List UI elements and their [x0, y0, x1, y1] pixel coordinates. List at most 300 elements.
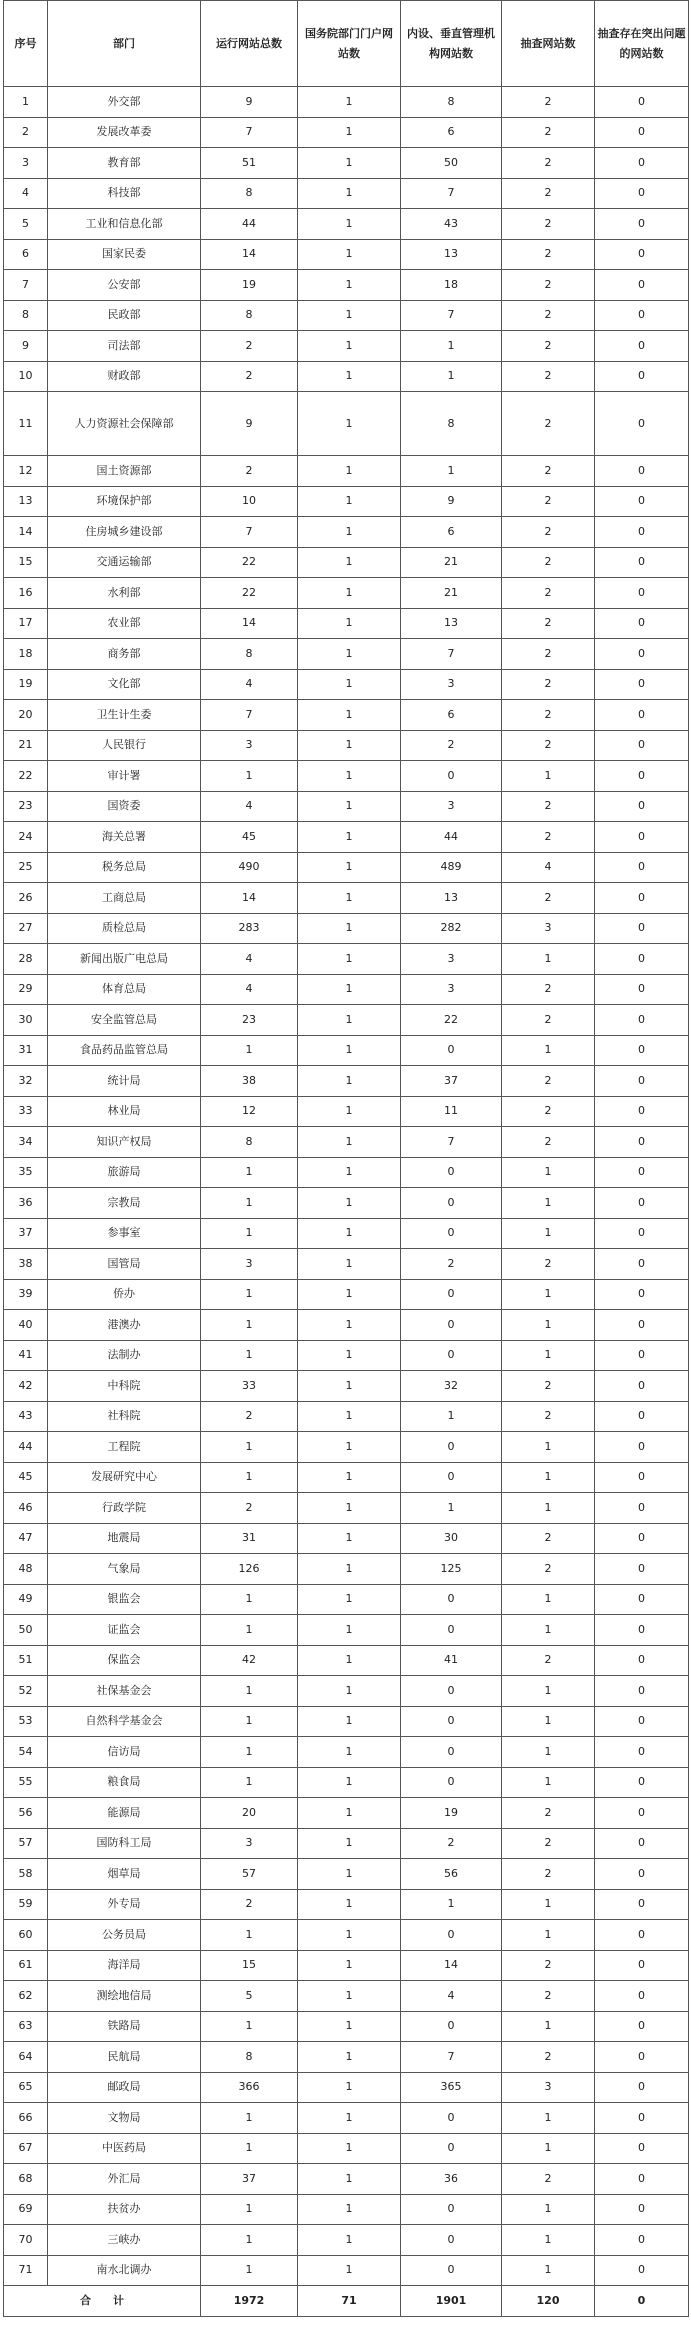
website-statistics-table: [3, 0, 689, 2317]
problem-sites: 0: [595, 2072, 689, 2103]
sub-agency-sites: 0: [401, 2255, 502, 2286]
portal-sites: 1: [298, 2042, 401, 2073]
sampled-sites: 1: [502, 2133, 595, 2164]
sampled-sites: 2: [502, 456, 595, 487]
department-name: 知识产权局: [48, 1127, 201, 1158]
department-name: 铁路局: [48, 2011, 201, 2042]
total-sites: 1: [201, 2133, 298, 2164]
department-name: 水利部: [48, 578, 201, 609]
sub-agency-sites: 7: [401, 639, 502, 670]
table-row: [4, 117, 689, 148]
sampled-sites: 1: [502, 1340, 595, 1371]
department-name: 审计署: [48, 761, 201, 792]
header-problem-sites: 抽查存在突出问题的网站数: [595, 1, 689, 87]
table-row: [4, 730, 689, 761]
sub-agency-sites: 0: [401, 1615, 502, 1646]
row-index: 51: [4, 1645, 48, 1676]
table-row: [4, 2042, 689, 2073]
portal-sites: 1: [298, 1462, 401, 1493]
sub-agency-sites: 36: [401, 2164, 502, 2195]
portal-sites: 1: [298, 1249, 401, 1280]
header-sub-agency-sites: 内设、垂直管理机构网站数: [401, 1, 502, 87]
problem-sites: 0: [595, 517, 689, 548]
table-row: [4, 669, 689, 700]
sampled-sites: 1: [502, 2255, 595, 2286]
problem-sites: 0: [595, 1706, 689, 1737]
table-row: [4, 1310, 689, 1341]
portal-sites: 1: [298, 1401, 401, 1432]
sub-agency-sites: 3: [401, 944, 502, 975]
sampled-sites: 2: [502, 1950, 595, 1981]
total-sites: 1: [201, 1767, 298, 1798]
portal-sites: 1: [298, 730, 401, 761]
problem-sites: 0: [595, 2133, 689, 2164]
row-index: 41: [4, 1340, 48, 1371]
total-sites: 10: [201, 486, 298, 517]
row-index: 14: [4, 517, 48, 548]
problem-sites: 0: [595, 2255, 689, 2286]
problem-sites: 0: [595, 1645, 689, 1676]
total-sites: 1: [201, 1218, 298, 1249]
portal-sites: 1: [298, 1157, 401, 1188]
total-sites: 9: [201, 87, 298, 118]
problem-sites: 0: [595, 486, 689, 517]
row-index: 3: [4, 148, 48, 179]
total-sites: 1: [201, 1676, 298, 1707]
sub-agency-sites: 0: [401, 1035, 502, 1066]
sub-agency-sites: 282: [401, 913, 502, 944]
sub-agency-sites: 0: [401, 2133, 502, 2164]
sub-agency-sites: 0: [401, 1920, 502, 1951]
department-name: 三峡办: [48, 2225, 201, 2256]
portal-sites: 1: [298, 669, 401, 700]
table-row: [4, 1005, 689, 1036]
row-index: 47: [4, 1523, 48, 1554]
total-sites: 1972: [201, 2286, 298, 2317]
total-problem-sites: 0: [595, 2286, 689, 2317]
table-row: [4, 87, 689, 118]
table-row: [4, 1676, 689, 1707]
problem-sites: 0: [595, 547, 689, 578]
table-row: [4, 2194, 689, 2225]
sampled-sites: 1: [502, 1584, 595, 1615]
sub-agency-sites: 1: [401, 361, 502, 392]
sub-agency-sites: 0: [401, 1767, 502, 1798]
sub-agency-sites: 14: [401, 1950, 502, 1981]
sub-agency-sites: 489: [401, 852, 502, 883]
total-sites: 3: [201, 1828, 298, 1859]
problem-sites: 0: [595, 1767, 689, 1798]
table-row: [4, 2255, 689, 2286]
portal-sites: 1: [298, 331, 401, 362]
portal-sites: 1: [298, 1096, 401, 1127]
table-row: [4, 486, 689, 517]
row-index: 54: [4, 1737, 48, 1768]
sampled-sites: 2: [502, 822, 595, 853]
department-name: 住房城乡建设部: [48, 517, 201, 548]
total-sites: 1: [201, 1310, 298, 1341]
row-index: 10: [4, 361, 48, 392]
total-sites: 366: [201, 2072, 298, 2103]
total-sites: 33: [201, 1371, 298, 1402]
sampled-sites: 2: [502, 730, 595, 761]
row-index: 67: [4, 2133, 48, 2164]
department-name: 社保基金会: [48, 1676, 201, 1707]
total-sites: 7: [201, 117, 298, 148]
sampled-sites: 1: [502, 1035, 595, 1066]
sub-agency-sites: 2: [401, 730, 502, 761]
portal-sites: 1: [298, 1218, 401, 1249]
row-index: 69: [4, 2194, 48, 2225]
row-index: 6: [4, 239, 48, 270]
header-portal-sites: 国务院部门门户网站数: [298, 1, 401, 87]
sampled-sites: 3: [502, 2072, 595, 2103]
table-row: [4, 1950, 689, 1981]
department-name: 公务员局: [48, 1920, 201, 1951]
row-index: 38: [4, 1249, 48, 1280]
sampled-sites: 2: [502, 2164, 595, 2195]
sub-agency-sites: 0: [401, 1584, 502, 1615]
problem-sites: 0: [595, 2103, 689, 2134]
row-index: 23: [4, 791, 48, 822]
sampled-sites: 2: [502, 547, 595, 578]
row-index: 64: [4, 2042, 48, 2073]
problem-sites: 0: [595, 913, 689, 944]
header-department: 部门: [48, 1, 201, 87]
problem-sites: 0: [595, 1310, 689, 1341]
problem-sites: 0: [595, 669, 689, 700]
row-index: 9: [4, 331, 48, 362]
total-sites: 1: [201, 1188, 298, 1219]
department-name: 民政部: [48, 300, 201, 331]
sampled-sites: 2: [502, 608, 595, 639]
problem-sites: 0: [595, 1066, 689, 1097]
department-name: 安全监管总局: [48, 1005, 201, 1036]
total-sites: 1: [201, 2194, 298, 2225]
department-name: 中医药局: [48, 2133, 201, 2164]
problem-sites: 0: [595, 1523, 689, 1554]
total-sites: 8: [201, 639, 298, 670]
row-index: 24: [4, 822, 48, 853]
table-row: [4, 852, 689, 883]
sampled-sites: 2: [502, 486, 595, 517]
problem-sites: 0: [595, 178, 689, 209]
row-index: 16: [4, 578, 48, 609]
department-name: 卫生计生委: [48, 700, 201, 731]
sampled-sites: 2: [502, 1371, 595, 1402]
total-sites: 5: [201, 1981, 298, 2012]
portal-sites: 1: [298, 1981, 401, 2012]
table-row: [4, 456, 689, 487]
total-sites: 1: [201, 1035, 298, 1066]
sampled-sites: 1: [502, 1310, 595, 1341]
problem-sites: 0: [595, 2194, 689, 2225]
portal-sites: 1: [298, 822, 401, 853]
problem-sites: 0: [595, 700, 689, 731]
sampled-sites: 2: [502, 209, 595, 240]
problem-sites: 0: [595, 1096, 689, 1127]
problem-sites: 0: [595, 270, 689, 301]
sampled-sites: 2: [502, 331, 595, 362]
sampled-sites: 2: [502, 639, 595, 670]
sub-agency-sites: 1: [401, 331, 502, 362]
problem-sites: 0: [595, 1005, 689, 1036]
sampled-sites: 1: [502, 1767, 595, 1798]
department-name: 信访局: [48, 1737, 201, 1768]
portal-sites: 1: [298, 1371, 401, 1402]
table-row: [4, 944, 689, 975]
sampled-sites: 2: [502, 578, 595, 609]
table-row: [4, 1584, 689, 1615]
total-sites: 42: [201, 1645, 298, 1676]
total-sites: 2: [201, 456, 298, 487]
table-row: [4, 1523, 689, 1554]
problem-sites: 0: [595, 639, 689, 670]
sampled-sites: 1: [502, 1188, 595, 1219]
sampled-sites: 1: [502, 1157, 595, 1188]
problem-sites: 0: [595, 1462, 689, 1493]
table-row: [4, 547, 689, 578]
sub-agency-sites: 2: [401, 1828, 502, 1859]
sub-agency-sites: 3: [401, 791, 502, 822]
sub-agency-sites: 0: [401, 761, 502, 792]
row-index: 68: [4, 2164, 48, 2195]
department-name: 自然科学基金会: [48, 1706, 201, 1737]
department-name: 行政学院: [48, 1493, 201, 1524]
sub-agency-sites: 0: [401, 1279, 502, 1310]
header-total-sites: 运行网站总数: [201, 1, 298, 87]
portal-sites: 1: [298, 1706, 401, 1737]
department-name: 农业部: [48, 608, 201, 639]
sampled-sites: 1: [502, 1462, 595, 1493]
sub-agency-sites: 0: [401, 1676, 502, 1707]
department-name: 司法部: [48, 331, 201, 362]
table-row: [4, 1706, 689, 1737]
row-index: 32: [4, 1066, 48, 1097]
table-row: [4, 1889, 689, 1920]
total-sites: 3: [201, 730, 298, 761]
table-row: [4, 1096, 689, 1127]
sub-agency-sites: 0: [401, 1218, 502, 1249]
problem-sites: 0: [595, 1981, 689, 2012]
portal-sites: 1: [298, 1523, 401, 1554]
total-label: 合 计: [4, 2286, 201, 2317]
header-row: [4, 1, 689, 87]
department-name: 参事室: [48, 1218, 201, 1249]
table-row: [4, 1493, 689, 1524]
portal-sites: 1: [298, 392, 401, 456]
problem-sites: 0: [595, 1188, 689, 1219]
sampled-sites: 2: [502, 148, 595, 179]
total-sites: 1: [201, 1584, 298, 1615]
table-row: [4, 148, 689, 179]
sub-agency-sites: 1: [401, 1401, 502, 1432]
table-row: [4, 1432, 689, 1463]
portal-sites: 1: [298, 1493, 401, 1524]
department-name: 文物局: [48, 2103, 201, 2134]
portal-sites: 1: [298, 700, 401, 731]
sampled-sites: 1: [502, 944, 595, 975]
sampled-sites: 2: [502, 883, 595, 914]
problem-sites: 0: [595, 1828, 689, 1859]
department-name: 社科院: [48, 1401, 201, 1432]
problem-sites: 0: [595, 1676, 689, 1707]
row-index: 39: [4, 1279, 48, 1310]
row-index: 42: [4, 1371, 48, 1402]
row-index: 12: [4, 456, 48, 487]
portal-sites: 1: [298, 974, 401, 1005]
sub-agency-sites: 13: [401, 239, 502, 270]
sampled-sites: 1: [502, 2225, 595, 2256]
row-index: 43: [4, 1401, 48, 1432]
department-name: 邮政局: [48, 2072, 201, 2103]
sub-agency-sites: 1: [401, 1889, 502, 1920]
table-row: [4, 1645, 689, 1676]
portal-sites: 1: [298, 209, 401, 240]
problem-sites: 0: [595, 974, 689, 1005]
total-sites: 45: [201, 822, 298, 853]
portal-sites: 1: [298, 2133, 401, 2164]
sub-agency-sites: 32: [401, 1371, 502, 1402]
department-name: 国管局: [48, 1249, 201, 1280]
total-sites: 1: [201, 761, 298, 792]
sampled-sites: 2: [502, 669, 595, 700]
row-index: 59: [4, 1889, 48, 1920]
total-sites: 4: [201, 791, 298, 822]
problem-sites: 0: [595, 1920, 689, 1951]
department-name: 交通运输部: [48, 547, 201, 578]
problem-sites: 0: [595, 730, 689, 761]
department-name: 新闻出版广电总局: [48, 944, 201, 975]
total-sites: 126: [201, 1554, 298, 1585]
row-index: 46: [4, 1493, 48, 1524]
portal-sites: 1: [298, 2255, 401, 2286]
department-name: 外交部: [48, 87, 201, 118]
department-name: 保监会: [48, 1645, 201, 1676]
sub-agency-sites: 0: [401, 2103, 502, 2134]
sampled-sites: 2: [502, 1981, 595, 2012]
problem-sites: 0: [595, 2011, 689, 2042]
department-name: 烟草局: [48, 1859, 201, 1890]
row-index: 40: [4, 1310, 48, 1341]
total-sites: 283: [201, 913, 298, 944]
total-sites: 57: [201, 1859, 298, 1890]
portal-sites: 1: [298, 791, 401, 822]
department-name: 外专局: [48, 1889, 201, 1920]
sampled-sites: 1: [502, 1493, 595, 1524]
total-sites: 8: [201, 178, 298, 209]
sub-agency-sites: 41: [401, 1645, 502, 1676]
problem-sites: 0: [595, 944, 689, 975]
table-row: [4, 209, 689, 240]
department-name: 港澳办: [48, 1310, 201, 1341]
sub-agency-sites: 11: [401, 1096, 502, 1127]
total-sites: 14: [201, 883, 298, 914]
total-sites: 14: [201, 608, 298, 639]
department-name: 林业局: [48, 1096, 201, 1127]
portal-sites: 1: [298, 2164, 401, 2195]
table-row: [4, 578, 689, 609]
total-sites: 8: [201, 1127, 298, 1158]
sub-agency-sites: 18: [401, 270, 502, 301]
sub-agency-sites: 7: [401, 1127, 502, 1158]
problem-sites: 0: [595, 331, 689, 362]
sub-agency-sites: 0: [401, 2194, 502, 2225]
problem-sites: 0: [595, 1798, 689, 1829]
total-sampled-sites: 120: [502, 2286, 595, 2317]
total-sites: 22: [201, 578, 298, 609]
total-sites: 1: [201, 1432, 298, 1463]
portal-sites: 1: [298, 1859, 401, 1890]
portal-sites: 1: [298, 486, 401, 517]
portal-sites: 1: [298, 239, 401, 270]
table-row: [4, 974, 689, 1005]
table-row: [4, 639, 689, 670]
problem-sites: 0: [595, 87, 689, 118]
total-sites: 19: [201, 270, 298, 301]
table-row: [4, 1218, 689, 1249]
department-name: 发展研究中心: [48, 1462, 201, 1493]
portal-sites: 1: [298, 2225, 401, 2256]
portal-sites: 1: [298, 148, 401, 179]
portal-sites: 1: [298, 1005, 401, 1036]
department-name: 国家民委: [48, 239, 201, 270]
total-sites: 2: [201, 1493, 298, 1524]
table-row: [4, 1920, 689, 1951]
sampled-sites: 2: [502, 1066, 595, 1097]
sampled-sites: 1: [502, 761, 595, 792]
total-sites: 1: [201, 2103, 298, 2134]
sampled-sites: 2: [502, 361, 595, 392]
sampled-sites: 2: [502, 974, 595, 1005]
sampled-sites: 2: [502, 300, 595, 331]
department-name: 银监会: [48, 1584, 201, 1615]
sub-agency-sites: 8: [401, 87, 502, 118]
table-row: [4, 913, 689, 944]
portal-sites: 1: [298, 1615, 401, 1646]
problem-sites: 0: [595, 761, 689, 792]
total-sites: 9: [201, 392, 298, 456]
portal-sites: 1: [298, 1920, 401, 1951]
sampled-sites: 2: [502, 791, 595, 822]
sub-agency-sites: 0: [401, 1188, 502, 1219]
table-row: [4, 2164, 689, 2195]
portal-sites: 1: [298, 578, 401, 609]
sampled-sites: 2: [502, 1828, 595, 1859]
sub-agency-sites: 0: [401, 1432, 502, 1463]
row-index: 35: [4, 1157, 48, 1188]
department-name: 中科院: [48, 1371, 201, 1402]
sampled-sites: 2: [502, 1859, 595, 1890]
sampled-sites: 3: [502, 913, 595, 944]
sampled-sites: 2: [502, 2042, 595, 2073]
row-index: 21: [4, 730, 48, 761]
table-row: [4, 2011, 689, 2042]
table-row: [4, 331, 689, 362]
portal-sites: 1: [298, 1828, 401, 1859]
department-name: 文化部: [48, 669, 201, 700]
table-row: [4, 2072, 689, 2103]
portal-sites: 1: [298, 639, 401, 670]
portal-sites: 1: [298, 1950, 401, 1981]
department-name: 体育总局: [48, 974, 201, 1005]
portal-sites: 1: [298, 2103, 401, 2134]
total-sites: 37: [201, 2164, 298, 2195]
row-index: 49: [4, 1584, 48, 1615]
portal-sites: 1: [298, 2072, 401, 2103]
sampled-sites: 2: [502, 392, 595, 456]
sampled-sites: 1: [502, 1432, 595, 1463]
